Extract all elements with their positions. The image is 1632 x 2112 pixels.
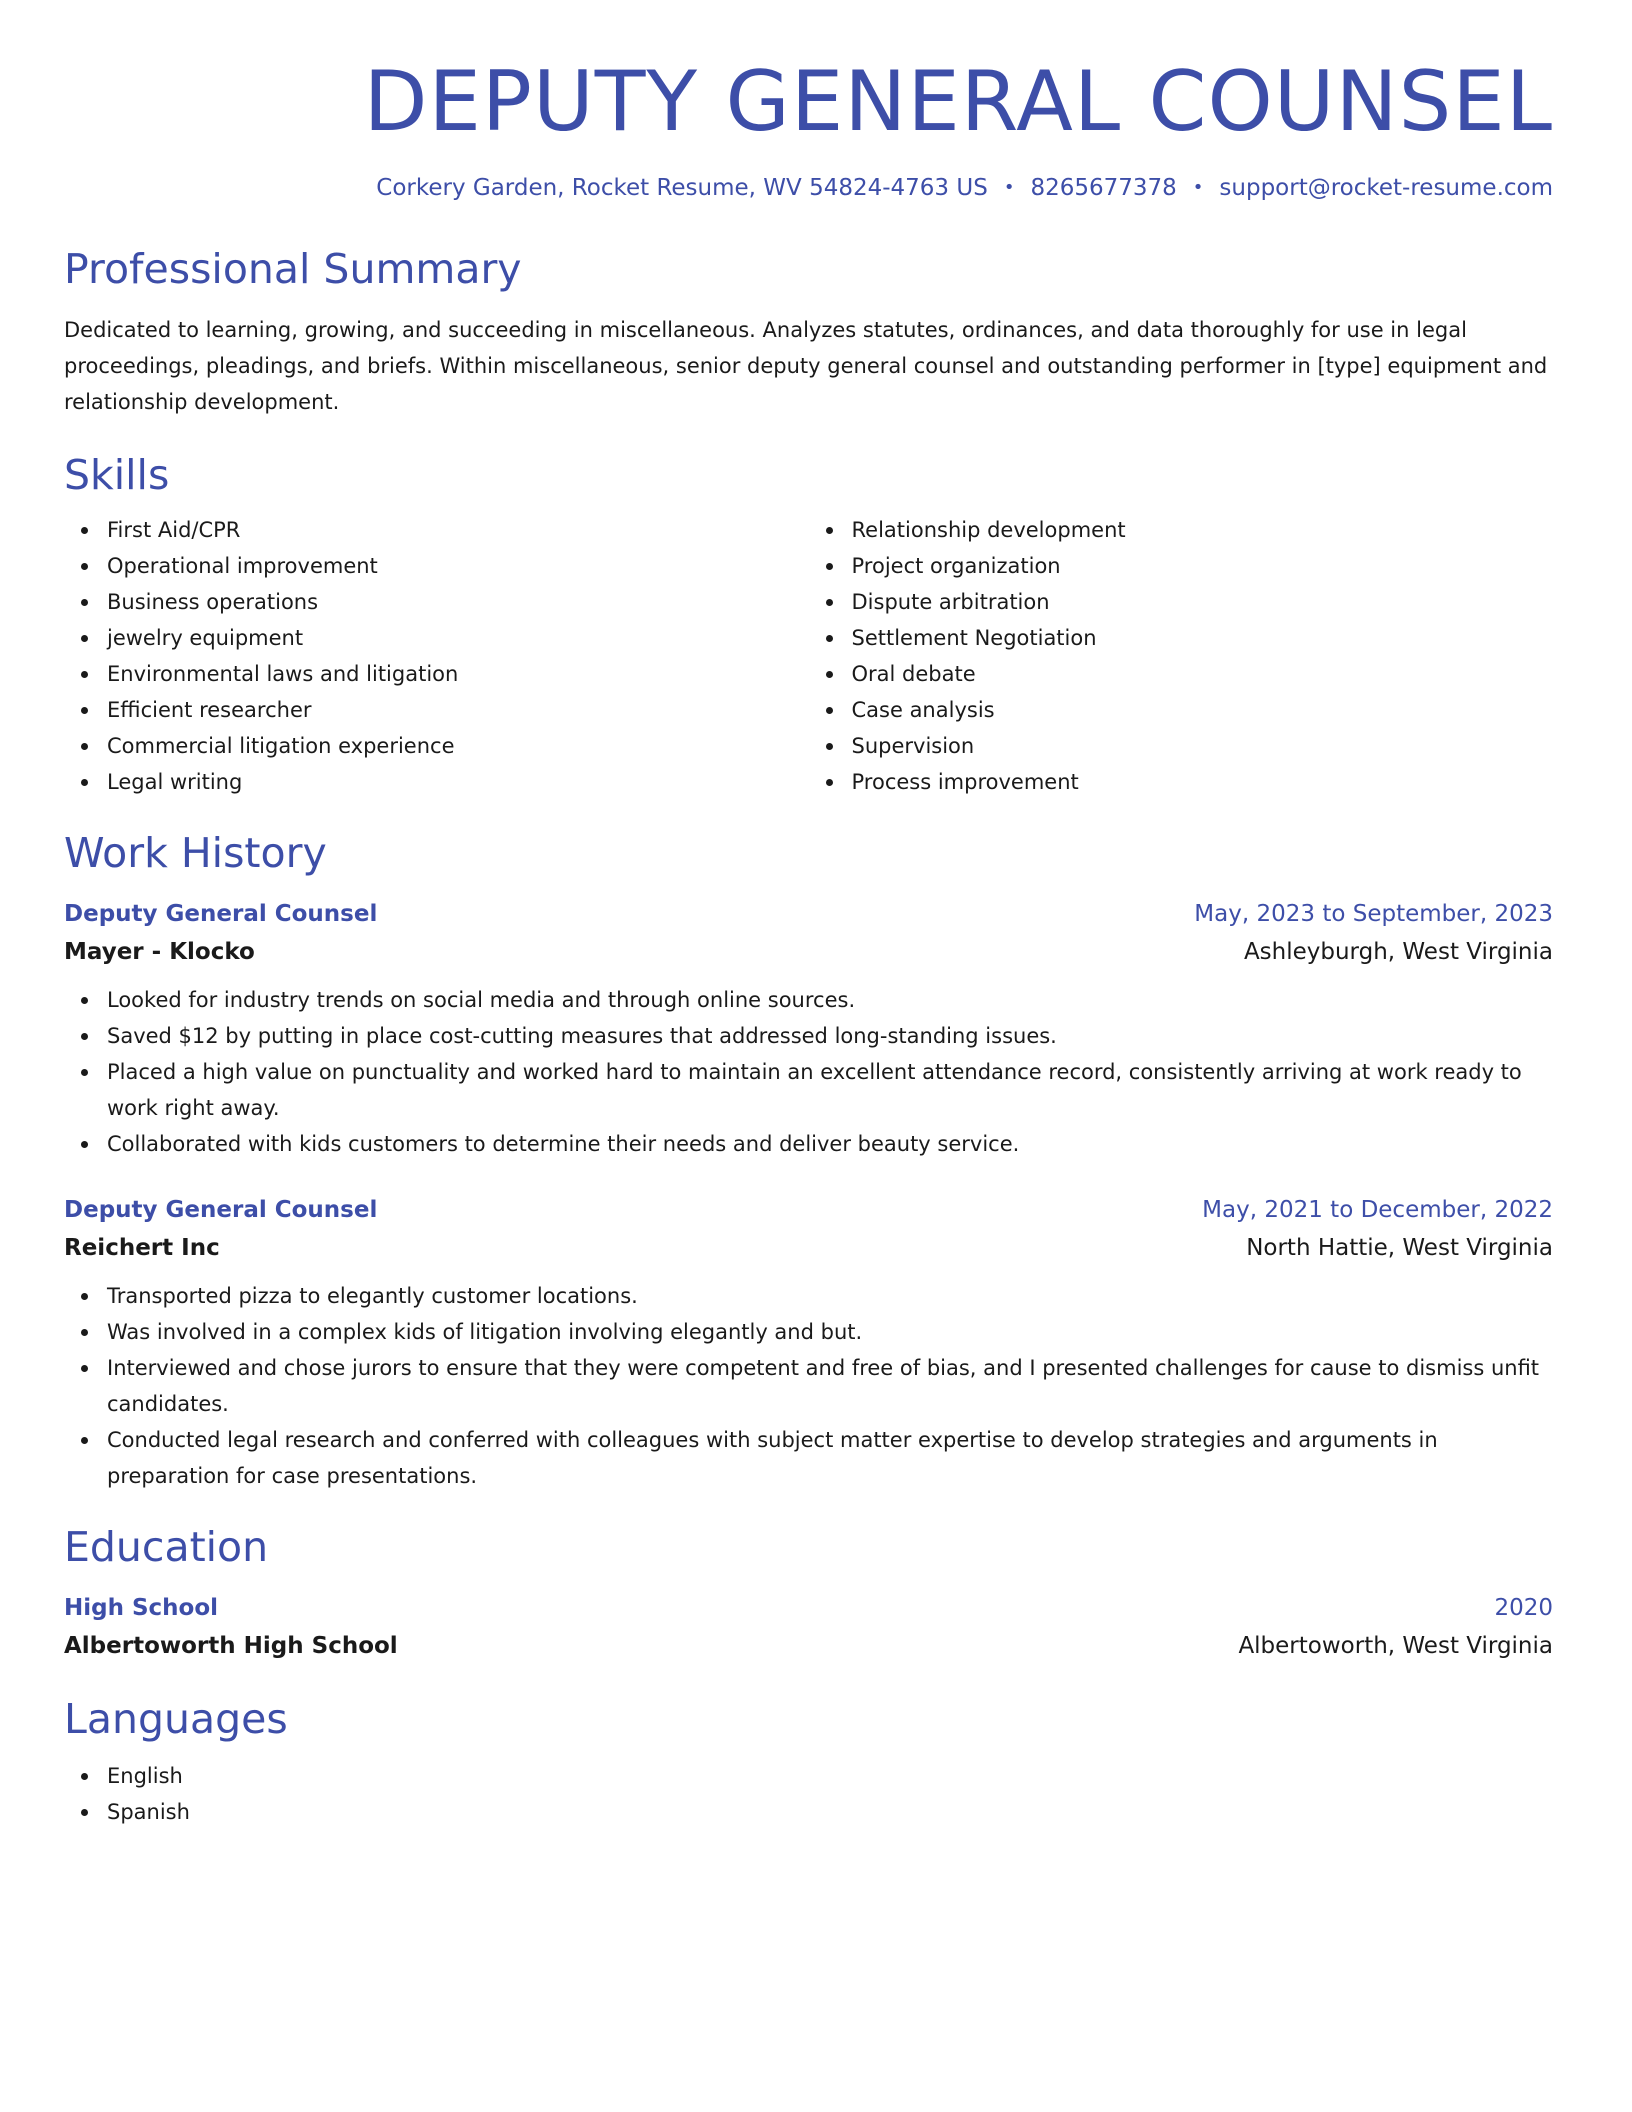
section-title-education: Education (64, 1523, 269, 1571)
skill-item: Legal writing (107, 764, 809, 800)
section-title-summary: Professional Summary (64, 245, 522, 293)
skill-item: Commercial litigation experience (107, 728, 809, 764)
skills-grid (64, 512, 1553, 800)
language-item: English (107, 1758, 1553, 1794)
job-bullet: Interviewed and chose jurors to ensure that they were competent and free of bias, and I presented challenges for cause to dismiss unfit candidates. (107, 1350, 1553, 1422)
job-entry (64, 896, 1553, 1162)
job-bullet: Was involved in a complex kids of litigation involving elegantly and but. (107, 1314, 1553, 1350)
skill-item: Case analysis (852, 692, 1554, 728)
skill-item: Relationship development (852, 512, 1554, 548)
job-bullet: Transported pizza to elegantly customer locations. (107, 1278, 1553, 1314)
education-degree: High School (64, 1595, 219, 1621)
section-title-work-history: Work History (64, 829, 327, 877)
skill-item: Process improvement (852, 764, 1554, 800)
skill-item: Efficient researcher (107, 692, 809, 728)
job-bullets (64, 982, 1553, 1162)
job-company-row (64, 932, 1553, 972)
skill-item: jewelry equipment (107, 620, 809, 656)
skill-item: Project organization (852, 548, 1554, 584)
languages-list (64, 1758, 1553, 1830)
education-location: Albertoworth, West Virginia (1238, 1633, 1553, 1659)
job-bullet: Collaborated with kids customers to determine their needs and deliver beauty service. (107, 1126, 1553, 1162)
resume-header (64, 52, 1553, 204)
skill-item: Settlement Negotiation (852, 620, 1554, 656)
skill-item: Environmental laws and litigation (107, 656, 809, 692)
contact-separator: • (1192, 177, 1204, 198)
skills-column-left (64, 512, 809, 800)
contact-line (64, 172, 1553, 204)
job-bullet: Conducted legal research and conferred with colleagues with subject matter expertise to develop strategies and arguments in preparation for case presentations. (107, 1422, 1553, 1494)
skill-item: Dispute arbitration (852, 584, 1554, 620)
job-bullets (64, 1278, 1553, 1494)
skill-item: First Aid/CPR (107, 512, 809, 548)
job-bullet: Looked for industry trends on social media and through online sources. (107, 982, 1553, 1018)
job-header-row (64, 896, 1553, 932)
job-bullet: Placed a high value on punctuality and worked hard to maintain an excellent attendance record, consistently arriving at work ready to work right away. (107, 1054, 1553, 1126)
section-title-skills: Skills (64, 451, 170, 499)
job-dates: May, 2021 to December, 2022 (1202, 1197, 1553, 1223)
skill-item: Supervision (852, 728, 1554, 764)
candidate-title: DEPUTY GENERAL COUNSEL (363, 53, 1553, 150)
language-item: Spanish (107, 1794, 1553, 1830)
job-location: Ashleyburgh, West Virginia (1243, 939, 1553, 965)
job-header-row (64, 1192, 1553, 1228)
education-header-row (64, 1590, 1553, 1626)
job-location: North Hattie, West Virginia (1246, 1235, 1553, 1261)
job-dates: May, 2023 to September, 2023 (1194, 901, 1553, 927)
summary-text: Dedicated to learning, growing, and succeeding in miscellaneous. Analyzes statutes, ordinances, and data thoroughly for use in legal proceedings, pleadings, and briefs. Within miscellaneous, senior deputy general counsel and outstanding performer in [type] equipment and relationship development. (64, 318, 1548, 414)
skill-item: Oral debate (852, 656, 1554, 692)
contact-email[interactable]: support@rocket-resume.com (1219, 175, 1553, 201)
contact-phone: 8265677378 (1030, 175, 1177, 201)
job-title: Deputy General Counsel (64, 901, 378, 927)
job-company-row (64, 1228, 1553, 1268)
job-bullet: Saved $12 by putting in place cost-cutting measures that addressed long-standing issues. (107, 1018, 1553, 1054)
job-company: Mayer - Klocko (64, 939, 255, 965)
contact-address: Corkery Garden, Rocket Resume, WV 54824-4763 US (376, 175, 988, 201)
section-title-languages: Languages (64, 1695, 288, 1743)
education-school: Albertoworth High School (64, 1633, 398, 1659)
education-entry (64, 1590, 1553, 1666)
education-year: 2020 (1494, 1595, 1553, 1621)
contact-separator: • (1003, 177, 1015, 198)
education-school-row (64, 1626, 1553, 1666)
skill-item: Business operations (107, 584, 809, 620)
skill-item: Operational improvement (107, 548, 809, 584)
skills-column-right (809, 512, 1554, 800)
resume-page (64, 52, 1553, 1830)
job-entry (64, 1192, 1553, 1494)
job-title: Deputy General Counsel (64, 1197, 378, 1223)
job-company: Reichert Inc (64, 1235, 220, 1261)
